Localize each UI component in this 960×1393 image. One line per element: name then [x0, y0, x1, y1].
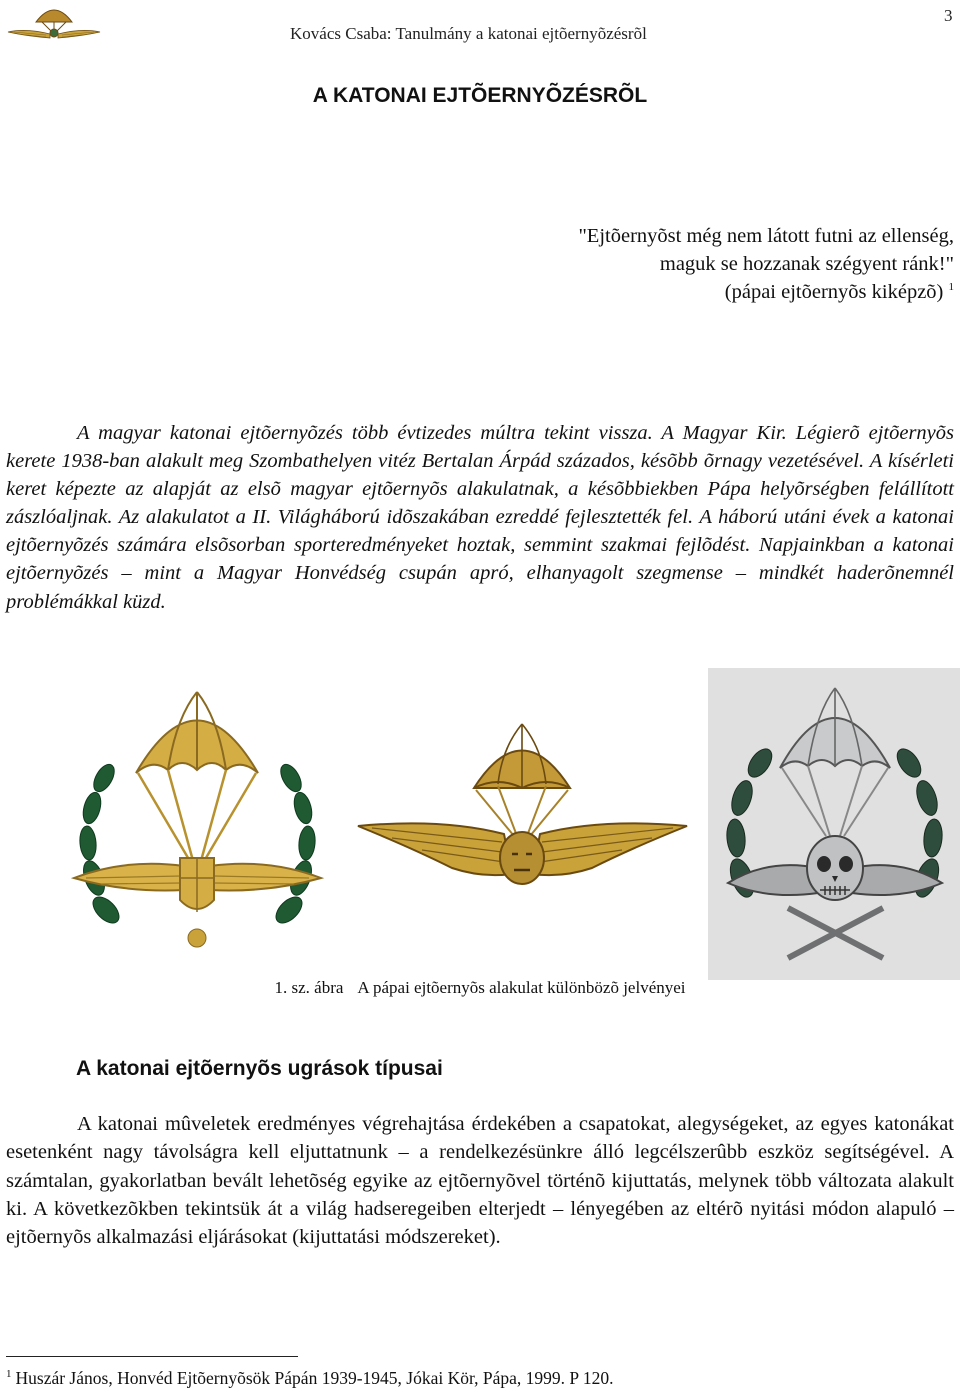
page-number: 3 [944, 6, 953, 25]
running-header: Kovács Csaba: Tanulmány a katonai ejtõernyõzésrõl [290, 24, 647, 43]
page-title: A KATONAI EJTÕERNYÕZÉSRÕL [312, 84, 648, 107]
parachute-wings-emblem-icon [6, 2, 102, 46]
body-paragraph: A katonai mûveletek eredményes végrehajtása érdekében a csapatokat, alegységeket, az egyes katonákat esetenként nagy távolságra kell eljuttatnunk – a rendelkezésünkre álló legcélszerûbb eszköz segítségével. A számtalan, gyakorlatban bevált lehetõség egyike az ejtõernyõvel történõ kijuttatás, melynek több változata alakult ki. A következõkben tekintsük át a világ hadseregeiben elterjedt – lényegében az eltérõ nyitási módon alapuló – ejtõernyõs alkalmazási eljárásokat (kijuttatási módszereket). [6, 1113, 954, 1249]
silver-parachute-skull-badge-icon [708, 668, 960, 980]
section-heading: A katonai ejtõernyõs ugrások típusai [76, 1057, 443, 1080]
figure-caption-number: 1. sz. ábra [274, 978, 344, 997]
footnote-rule [6, 1356, 298, 1357]
gold-parachute-wings-badge-icon [352, 718, 693, 938]
motto-quote [434, 222, 954, 306]
motto-attribution [434, 278, 954, 306]
footnote [6, 1368, 613, 1389]
footnote-ref: 1 [948, 281, 954, 294]
intro-paragraph: A magyar katonai ejtõernyõzés több évtizedes múltra tekint vissza. A Magyar Kir. Légierõ ejtõernyõs kerete 1938-ban alakult meg Szombathelyen vitéz Bertalan Árpád százados, késõbb õrnagy vezetésével. A kísérleti keret képezte az alapját az elsõ magyar ejtõernyõs alakulatnak, a késõbbiekben Pápa helyõrségben felállított zászlóaljnak. Az alakulatot a II. Világháború idõszakában ezreddé fejlesztették fel. A háború utáni évek a katonai ejtõernyõzés számára elsõsorban sporteredményeket hoztak, semmint szakmai fejlõdést. Napjainkban a katonai ejtõernyõzés – mint a Magyar Honvédség csupán apró, elhanyagolt szegmense – mindkét haderõnemnél problémákkal küzd. [6, 422, 954, 613]
motto-attribution-text: (pápai ejtõernyõs kiképzõ) [724, 281, 944, 303]
figure-caption-text: A pápai ejtõernyõs alakulat különbözõ jelvényei [357, 978, 686, 997]
gold-parachute-wreath-badge-icon [66, 678, 329, 968]
figure-caption [0, 978, 960, 998]
footnote-number: 1 [6, 1368, 12, 1381]
motto-line: maguk se hozzanak szégyent ránk!" [659, 253, 954, 275]
motto-line: "Ejtõernyõst még nem látott futni az ellenség, [578, 225, 954, 247]
footnote-text: Huszár János, Honvéd Ejtõernyõsök Pápán 1939-1945, Jókai Kör, Pápa, 1999. P 120. [15, 1368, 614, 1388]
